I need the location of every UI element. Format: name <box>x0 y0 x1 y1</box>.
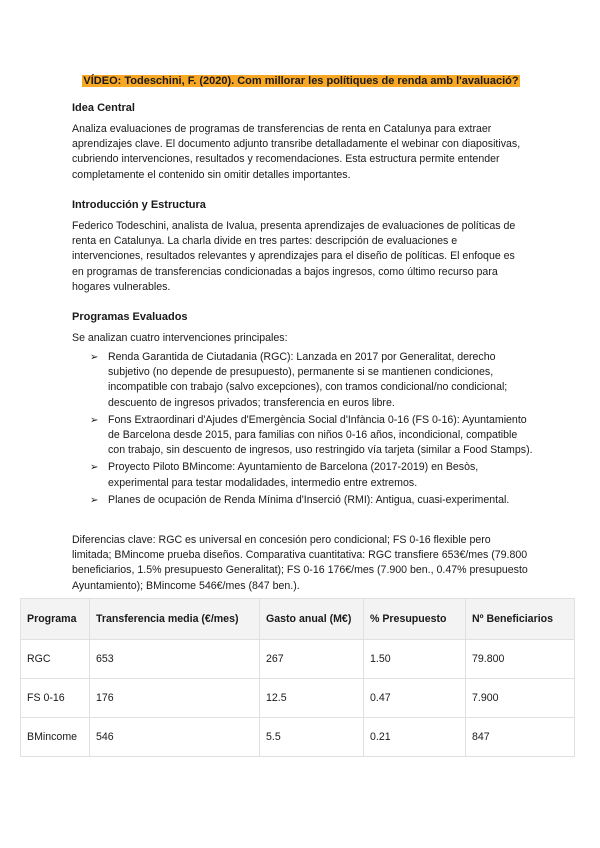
table-cell: RGC <box>21 640 90 679</box>
table-cell: 79.800 <box>466 640 575 679</box>
table-row <box>21 640 575 679</box>
table-cell: 0.47 <box>364 679 466 718</box>
paragraph-idea-central: Analiza evaluaciones de programas de transferencias de renta en Catalunya para extraer aprendizajes clave. El documento adjunto transribe detalladamente el webinar con diapositivas, cubriendo intervenciones, resultados y recomendaciones. Esta estructura permite entender completamente el contenido sin omitir detalles importantes. <box>72 123 521 181</box>
list-item-text: Renda Garantida de Ciutadania (RGC): Lanzada en 2017 por Generalitat, derecho subjetivo (no depende de presupuesto), permanente si se mantienen condiciones, incompatible con trabajo (salvo excepciones), con tramos condicional/no condicional; descuento de ingresos privados; transferencia en euros libre. <box>108 351 508 409</box>
list-item-text: Fons Extraordinari d'Ajudes d'Emergència Social d'Infància 0-16 (FS 0-16): Ayuntamiento de Barcelona desde 2015, para familias con niños 0-16 años, incondicional, compatible con trabajo, sin descuento de ingresos, uso restringido vía tarjeta (similar a Food Stamps). <box>108 413 533 457</box>
table-header-cell: Programa <box>21 599 90 640</box>
table-row <box>21 718 575 757</box>
list-item <box>90 493 536 508</box>
table-header-cell: Gasto anual (M€) <box>260 599 364 640</box>
table-cell: 176 <box>90 679 260 718</box>
heading-introduccion: Introducción y Estructura <box>72 199 206 211</box>
list-item <box>90 413 536 459</box>
table-cell: FS 0-16 <box>21 679 90 718</box>
table-cell: 1.50 <box>364 640 466 679</box>
list-item <box>90 460 536 490</box>
arrow-bullet-icon: ➢ <box>90 414 99 426</box>
table-header-cell: Nº Beneficiarios <box>466 599 575 640</box>
paragraph-programas-intro: Se analizan cuatro intervenciones principales: <box>72 332 288 344</box>
list-item-text: Proyecto Piloto BMincome: Ayuntamiento de Barcelona (2017-2019) en Besòs, experimental para testar modalidades, intermedio entre extremos. <box>108 461 479 489</box>
table-header-cell: % Presupuesto <box>364 599 466 640</box>
table-cell: 0.21 <box>364 718 466 757</box>
table-cell: 12.5 <box>260 679 364 718</box>
heading-programas: Programas Evaluados <box>72 311 188 323</box>
programs-list <box>90 350 536 510</box>
arrow-bullet-icon: ➢ <box>90 352 99 363</box>
table-cell: 5.5 <box>260 718 364 757</box>
table-cell: 267 <box>260 640 364 679</box>
list-item <box>90 350 536 411</box>
table-cell: 847 <box>466 718 575 757</box>
table-cell: BMincome <box>21 718 90 757</box>
paragraph-diferencias: Diferencias clave: RGC es universal en concesión pero condicional; FS 0-16 flexible pero limitada; BMincome prueba diseños. Comparativa cuantitativa: RGC transfiere 653€/mes (79.800 beneficiarios, 1.5% presupuesto Generalitat); FS 0-16 176€/mes (7.900 ben., 0.47% presupuesto Ayuntamiento); BMincome 546€/mes (847 ben.). <box>72 534 528 592</box>
arrow-bullet-icon: ➢ <box>90 494 99 506</box>
document-title-block <box>72 71 530 89</box>
paragraph-introduccion: Federico Todeschini, analista de Ivalua, presenta aprendizajes de evaluaciones de políticas de renta en Catalunya. La charla divide en tres partes: descripción de evaluaciones e intervenciones, resultados relevantes y aprendizajes para el diseño de políticas. El enfoque es en programas de transferencias condicionadas a bajos ingresos, como último recurso para hogares vulnerables. <box>72 220 516 293</box>
arrow-bullet-icon: ➢ <box>90 462 99 474</box>
comparison-table <box>20 598 575 757</box>
table-header-row <box>21 599 575 640</box>
list-item-text: Planes de ocupación de Renda Mínima d'Inserció (RMI): Antigua, cuasi-experimental. <box>108 493 510 506</box>
heading-idea-central: Idea Central <box>72 102 135 114</box>
table-header-cell: Transferencia media (€/mes) <box>90 599 260 640</box>
table-row <box>21 679 575 718</box>
table-cell: 653 <box>90 640 260 679</box>
document-title: VÍDEO: Todeschini, F. (2020). Com millorar les polítiques de renda amb l'avaluació? <box>83 75 519 87</box>
table-cell: 7.900 <box>466 679 575 718</box>
table-cell: 546 <box>90 718 260 757</box>
